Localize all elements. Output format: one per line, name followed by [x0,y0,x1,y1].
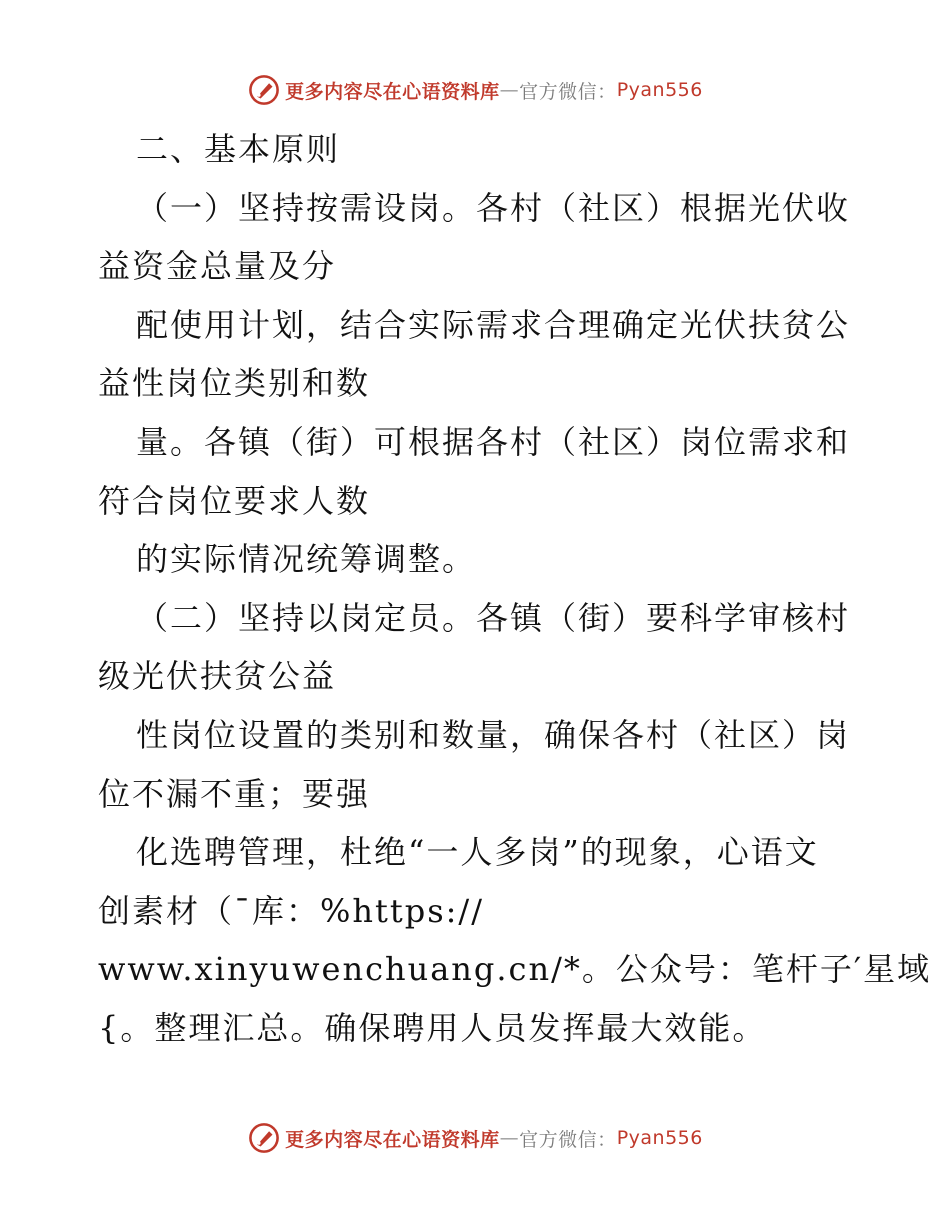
paragraph-line: 级光伏扶贫公益 [98,657,337,696]
paragraph-line: 益性岗位类别和数 [98,364,371,403]
paragraph-line: www.xinyuwenchuang.cn/*。公众号：笔杆子′星域 [98,950,932,989]
paragraph-line: 化选聘管理，杜绝“一人多岗”的现象，心语文 [136,833,819,872]
paragraph-line: 量。各镇（街）可根据各村（社区）岗位需求和 [136,422,851,461]
header-watermark [0,70,950,110]
paragraph-line: 创素材（¯库：%https:// [98,891,484,930]
paragraph-line: {。整理汇总。确保聘用人员发挥最大效能。 [98,1008,767,1047]
watermark-dash: — [499,1127,520,1149]
pen-nib-logo-icon [247,1121,281,1155]
watermark-wechat-id: Pyan556 [616,79,703,101]
watermark-brand: 更多内容尽在心语资料库 [285,1128,500,1151]
section-heading: 二、基本原则 [136,130,341,168]
document-body [98,120,932,1058]
watermark-dash: — [499,79,520,101]
paragraph-line: 性岗位设置的类别和数量，确保各村（社区）岗 [136,715,851,754]
watermark-official: 官方微信： [519,1128,617,1151]
watermark-brand: 更多内容尽在心语资料库 [285,80,500,103]
watermark-wechat-id: Pyan556 [616,1127,703,1149]
paragraph-line: 益资金总量及分 [98,247,337,286]
watermark-official: 官方微信： [519,80,617,103]
footer-watermark [0,1118,950,1158]
paragraph-line: （一）坚持按需设岗。各村（社区）根据光伏收 [136,188,851,227]
pen-nib-logo-icon [247,73,281,107]
paragraph-line: 配使用计划，结合实际需求合理确定光伏扶贫公 [136,305,851,344]
paragraph-line: 位不漏不重；要强 [98,774,371,813]
paragraph-line: 的实际情况统筹调整。 [136,540,477,579]
paragraph-line: （二）坚持以岗定员。各镇（街）要科学审核村 [136,598,851,637]
paragraph-line: 符合岗位要求人数 [98,481,371,520]
